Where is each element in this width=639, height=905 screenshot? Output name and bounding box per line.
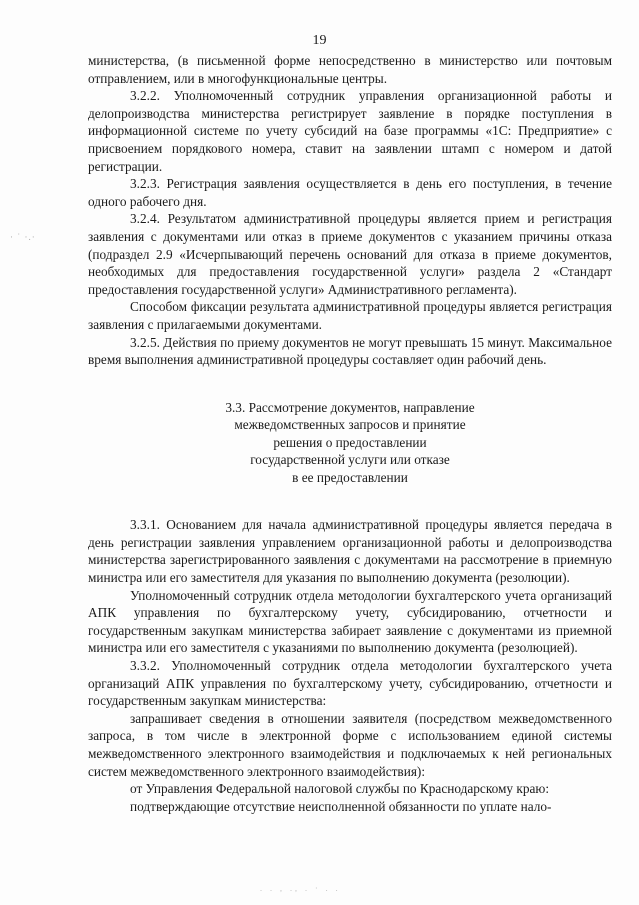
- heading-line: 3.3. Рассмотрение документов, направление: [225, 399, 475, 415]
- page-number: 19: [312, 33, 327, 48]
- paragraph: подтверждающие отсутствие неисполненной обязанности по уплате нало-: [130, 798, 552, 814]
- paragraph: 3.3.1. Основанием для начала административной процедуры является передача в день регистрации заявления управлением организационной работы и делопроизводства министерства зарегистрированного заявления с документами на рассмотрение в приемную министра или его заместителя для указания по выполнению документа (резолюции).: [88, 517, 612, 585]
- paragraph: министерства, (в письменной форме непосредственно в министерство или почтовым отправлением, или в многофункциональные центры.: [88, 53, 612, 86]
- document-body: [88, 52, 612, 815]
- paragraph: Способом фиксации результата административной процедуры является регистрация заявления с прилагаемыми документами.: [88, 299, 612, 332]
- margin-scan-mark: · ˙ ·.·: [10, 232, 36, 242]
- heading-line: в ее предоставлении: [292, 469, 408, 485]
- paragraph: 3.2.2. Уполномоченный сотрудник управления организационной работы и делопроизводства министерства регистрирует заявление в порядке поступления в информационной системе по учету субсидий на базе программы «1С: Предприятие» с присвоением порядкового номера, ставит на заявлении штамп с номером и датой регистрации.: [88, 88, 612, 174]
- paragraph: запрашивает сведения в отношении заявителя (посредством межведомственного запроса, в том числе в электронной форме с использованием единой системы межведомственного электронного взаимодействия и подключаемых к ней региональных систем межведомственного электронного взаимодействия):: [88, 710, 612, 779]
- scan-artifact: . . , ., . · . .: [260, 884, 341, 893]
- paragraph: от Управления Федеральной налоговой службы по Краснодарскому краю:: [130, 781, 550, 797]
- heading-line: государственной услуги или отказе: [250, 452, 450, 468]
- heading-line: решения о предоставлении: [273, 434, 427, 450]
- paragraph: 3.2.5. Действия по приему документов не могут превышать 15 минут. Максимальное время выполнения административной процедуры составляет один рабочий день.: [88, 334, 612, 368]
- paragraph: 3.2.4. Результатом административной процедуры является прием и регистрация заявления с документами или отказ в приеме документов с указанием причины отказа (подраздел 2.9 «Исчерпывающий перечень оснований для отказа в приеме документов, необходимых для предоставления государственной услуги» раздела 2 «Стандарт предоставления государственной услуги» Административного регламента).: [88, 211, 612, 297]
- paragraph: Уполномоченный сотрудник отдела методологии бухгалтерского учета организаций АПК управления по бухгалтерскому учету, субсидированию, отчетности и государственным закупкам министерства забирает заявление с документами из приемной министра или его заместителя с указаниями по выполнению документа (резолюцией).: [88, 587, 612, 656]
- paragraph: 3.3.2. Уполномоченный сотрудник отдела методологии бухгалтерского учета организаций АПК управления по бухгалтерскому учету, субсидированию, отчетности и государственным закупкам министерства:: [88, 657, 612, 709]
- paragraph: 3.2.3. Регистрация заявления осуществляется в день его поступления, в течение одного рабочего дня.: [88, 176, 612, 209]
- heading-line: межведомственных запросов и принятие: [234, 417, 466, 433]
- section-heading: [88, 399, 612, 487]
